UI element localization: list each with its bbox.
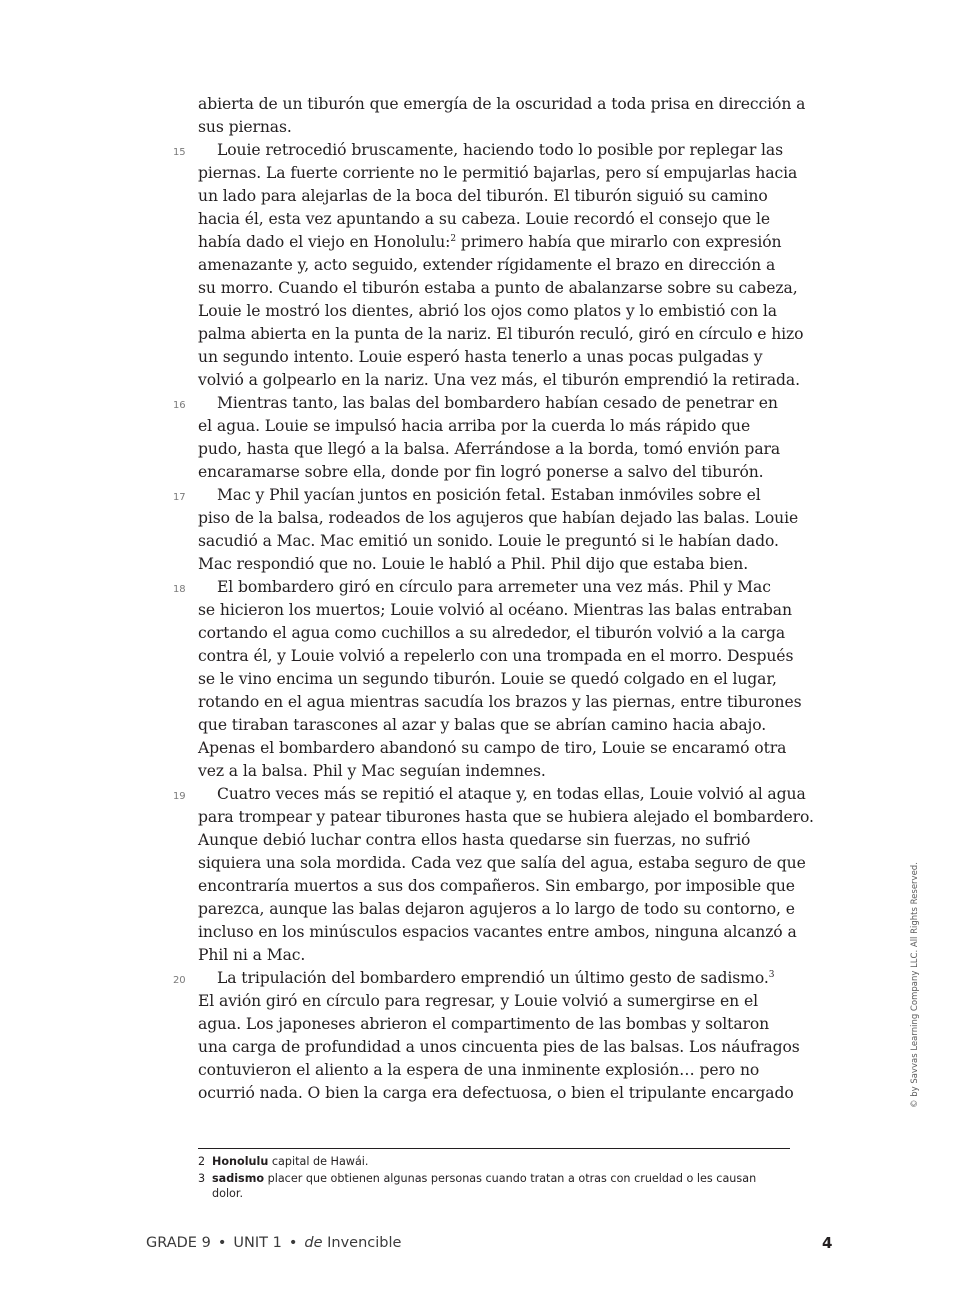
text-line: piso de la balsa, rodeados de los agujeros que habían dejado las balas. Louie xyxy=(198,509,799,527)
text-line: incluso en los minúsculos espacios vacantes entre ambos, ninguna alcanzó a xyxy=(198,923,797,941)
text-line: rotando en el agua mientras sacudía los brazos y las piernas, entre tiburones xyxy=(198,693,802,711)
text-segment: La tripulación del bombardero emprendió un último gesto de sadismo. xyxy=(217,969,769,987)
paragraph-number: 20 xyxy=(173,975,186,986)
text-line: un lado para alejarlas de la boca del tiburón. El tiburón siguió su camino xyxy=(198,187,768,205)
text-line: Louie le mostró los dientes, abrió los ojos como platos y lo embistió con la xyxy=(198,302,777,320)
text-segment: primero había que mirarlo con expresión xyxy=(455,233,782,251)
footnotes xyxy=(198,1154,778,1203)
paragraph-17 xyxy=(173,484,799,576)
paragraph-16 xyxy=(173,392,794,484)
paragraph-number: 15 xyxy=(173,147,186,158)
text-line: se le vino encima un segundo tiburón. Louie se quedó colgado en el lugar, xyxy=(198,670,777,688)
text-line: Aunque debió luchar contra ellos hasta quedarse sin fuerzas, no sufrió xyxy=(198,831,751,849)
text-line: El avión giró en círculo para regresar, y Louie volvió a sumergirse en el xyxy=(198,992,758,1010)
footnote-reference[interactable]: 2 xyxy=(450,233,456,244)
text-line: vez a la balsa. Phil y Mac seguían indemnes. xyxy=(198,762,546,780)
text-line: el agua. Louie se impulsó hacia arriba por la cuerda lo más rápido que xyxy=(198,417,751,435)
text-line: cortando el agua como cuchillos a su alrededor, el tiburón volvió a la carga xyxy=(198,624,786,642)
footer-grade: GRADE 9 xyxy=(146,1235,211,1251)
footnote-definition: capital de Hawái. xyxy=(268,1155,369,1168)
text-line: Cuatro veces más se repitió el ataque y, en todas ellas, Louie volvió al agua xyxy=(217,785,806,803)
paragraph-number: 17 xyxy=(173,492,186,503)
paragraph-18 xyxy=(173,576,802,783)
footer-bullet: • xyxy=(288,1235,298,1251)
text-line: su morro. Cuando el tiburón estaba a punto de abalanzarse sobre su cabeza, xyxy=(198,279,798,297)
text-line: siquiera una sola mordida. Cada vez que salía del agua, estaba seguro de que xyxy=(198,854,806,872)
text-line: Mac y Phil yacían juntos en posición fetal. Estaban inmóviles sobre el xyxy=(217,486,761,504)
text-line: para trompear y patear tiburones hasta que se hubiera alejado el bombardero. xyxy=(198,808,814,826)
text-line: que tiraban tarascones al azar y balas que se abrían camino hacia abajo. xyxy=(198,716,767,734)
footer-title: Invencible xyxy=(322,1235,402,1251)
text-line: sus piernas. xyxy=(198,118,292,136)
text-line: Louie retrocedió bruscamente, haciendo todo lo posible por replegar las xyxy=(217,141,784,159)
text-line: pudo, hasta que llegó a la balsa. Aferrándose a la borda, tomó envión para xyxy=(198,440,781,458)
text-line: agua. Los japoneses abrieron el compartimento de las bombas y soltaron xyxy=(198,1015,770,1033)
text-line: parezca, aunque las balas dejaron agujeros a lo largo de todo su contorno, e xyxy=(198,900,795,918)
text-line: ocurrió nada. O bien la carga era defectuosa, o bien el tripulante encargado xyxy=(198,1084,794,1102)
footer-bullet: • xyxy=(217,1235,227,1251)
text-line: Mientras tanto, las balas del bombardero habían cesado de penetrar en xyxy=(217,394,778,412)
page-footer xyxy=(146,1235,401,1251)
text-line: contra él, y Louie volvió a repelerlo con una trompada en el morro. Después xyxy=(198,647,794,665)
footnote-definition: placer que obtienen algunas personas cuando tratan a otras con crueldad o les causan dolor. xyxy=(212,1171,757,1200)
paragraph-number: 16 xyxy=(173,400,186,411)
paragraph-15 xyxy=(173,139,804,392)
footer-unit: UNIT 1 xyxy=(233,1235,282,1251)
text-line: Apenas el bombardero abandonó su campo de tiro, Louie se encaramó otra xyxy=(198,739,787,757)
paragraph-number: 19 xyxy=(173,791,186,802)
text-line: palma abierta en la punta de la nariz. El tiburón reculó, giró en círculo e hizo xyxy=(198,325,804,343)
paragraph-19 xyxy=(173,783,814,967)
text-line: un segundo intento. Louie esperó hasta tenerlo a unas pocas pulgadas y xyxy=(198,348,763,366)
text-line-with-footnote xyxy=(198,967,794,990)
footer-title-prefix: de xyxy=(304,1235,323,1251)
page-number: 4 xyxy=(822,1234,833,1252)
copyright-notice: © by Savvas Learning Company LLC. All Rights Reserved. xyxy=(910,862,920,1108)
paragraph-20 xyxy=(173,967,800,1105)
footnote-item xyxy=(198,1154,778,1170)
text-line: contuvieron el aliento a la espera de una inminente explosión… pero no xyxy=(198,1061,760,1079)
text-line: abierta de un tiburón que emergía de la oscuridad a toda prisa en dirección a xyxy=(198,95,806,113)
text-line: Mac respondió que no. Louie le habló a Phil. Phil dijo que estaba bien. xyxy=(198,555,749,573)
footnote-number: 2 xyxy=(198,1155,206,1168)
text-line: encontraría muertos a sus dos compañeros. Sin embargo, por imposible que xyxy=(198,877,795,895)
paragraph-number: 18 xyxy=(173,584,186,595)
text-line: hacia él, esta vez apuntando a su cabeza. Louie recordó el consejo que le xyxy=(198,210,771,228)
text-line: una carga de profundidad a unos cincuenta pies de las balsas. Los náufragos xyxy=(198,1038,800,1056)
text-line: sacudió a Mac. Mac emitió un sonido. Louie le preguntó si le habían dado. xyxy=(198,532,779,550)
text-line: amenazante y, acto seguido, extender rígidamente el brazo en dirección a xyxy=(198,256,776,274)
text-line: piernas. La fuerte corriente no le permitió bajarlas, pero sí empujarlas hacia xyxy=(198,164,798,182)
footnote-reference[interactable]: 3 xyxy=(768,969,775,980)
text-line: Phil ni a Mac. xyxy=(198,946,306,964)
footnote-term: sadismo xyxy=(212,1171,265,1185)
text-line-with-footnote xyxy=(198,231,794,254)
paragraph-continued xyxy=(198,93,806,139)
footnote-item xyxy=(198,1171,778,1202)
footnote-divider xyxy=(198,1148,790,1149)
text-segment: había dado el viejo en Honolulu: xyxy=(198,233,451,251)
text-line: encaramarse sobre ella, donde por fin logró ponerse a salvo del tiburón. xyxy=(198,463,764,481)
footnote-term: Honolulu xyxy=(212,1155,269,1168)
text-line: El bombardero giró en círculo para arremeter una vez más. Phil y Mac xyxy=(217,578,771,596)
text-line: se hicieron los muertos; Louie volvió al océano. Mientras las balas entraban xyxy=(198,601,792,619)
text-line: volvió a golpearlo en la nariz. Una vez más, el tiburón emprendió la retirada. xyxy=(198,371,800,389)
article-body xyxy=(173,93,814,1105)
footnote-number: 3 xyxy=(198,1171,206,1185)
